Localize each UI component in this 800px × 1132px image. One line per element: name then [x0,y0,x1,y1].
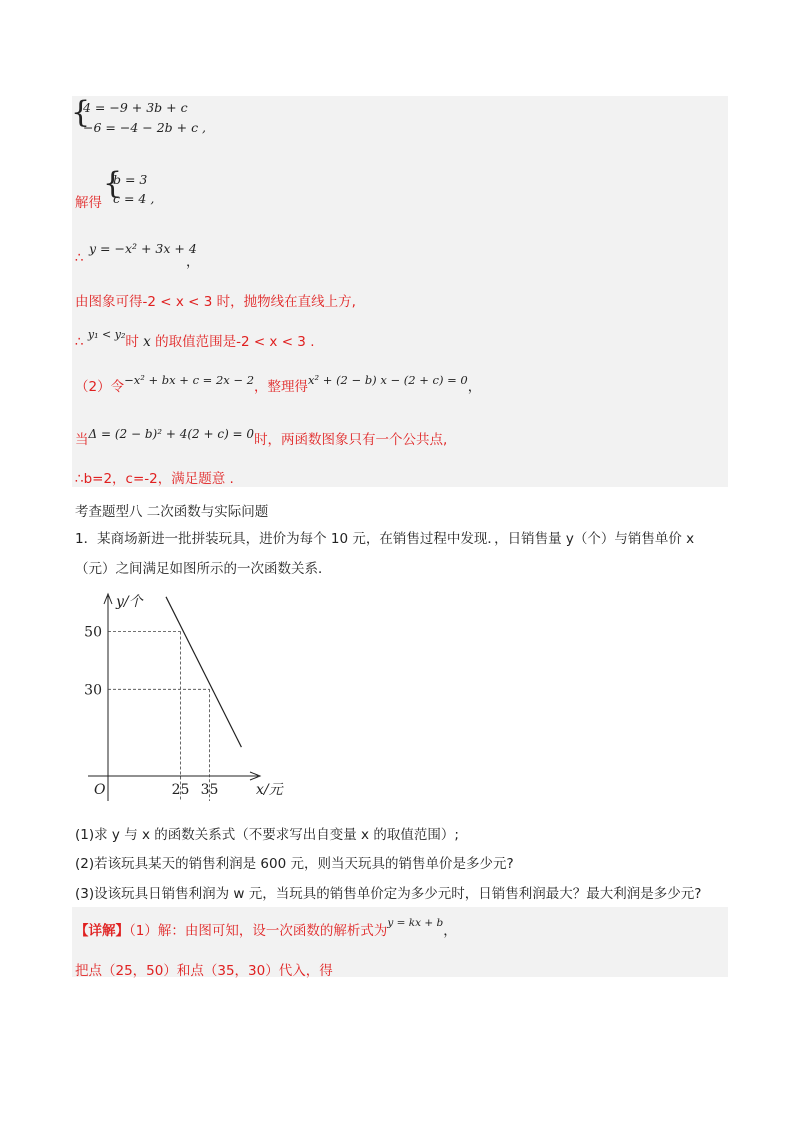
question-2: (2)若该玩具某天的销售利润是 600 元，则当天玩具的销售单价是多少元? [75,856,514,872]
text-segment: （1）解：由图可知，设一次函数的解析式为 [129,923,388,939]
math-inline: y = kx + b [387,917,444,929]
comma: ， [186,254,200,270]
text-segment: 当 [75,432,89,448]
text-segment: ，整理得 [254,379,309,395]
math-inline: y₁ < y₂ [87,328,126,341]
answer-tag: 【详解】 [75,923,129,939]
x-tick-label: 35 [200,782,219,798]
y-axis-label: y/个 [116,594,143,610]
equation-line: −6 = −4 − 2b + c , [83,120,207,135]
text-segment: 时，两函数图象只有一个公共点, [254,432,448,448]
y-tick-label: 30 [84,682,102,699]
therefore-symbol: ∴ [75,250,84,266]
math-inline: x² + (2 − b) x − (2 + c) = 0 [308,373,468,387]
origin-label: O [94,782,106,798]
math-inline: x [143,334,151,350]
function-line [166,597,241,747]
equation-line: c = 4 , [113,191,155,206]
brace: { [103,166,123,201]
x-tick-label: 25 [171,782,190,798]
section-title: 考查题型八 二次函数与实际问题 [75,504,269,520]
math-inline: −x² + bx + c = 2x − 2 [124,373,255,387]
text-line: ∴b=2，c=-2，满足题意 . [75,471,234,487]
question-3: (3)设该玩具日销售利润为 w 元，当玩具的销售单价定为多少元时，日销售利润最大？最大利润是多少元? [75,886,702,902]
math-inline: Δ = (2 − b)² + 4(2 + c) = 0 [88,427,255,441]
brace: { [71,95,91,130]
answer-line: 把点（25，50）和点（35，30）代入，得 [75,963,333,979]
text-segment: ∴ [75,334,88,350]
y-tick-label: 50 [84,624,102,641]
equation-line: 4 = −9 + 3b + c [83,100,188,115]
solve-label: 解得 [75,195,102,211]
text-line [75,330,314,350]
text-line [75,428,447,448]
text-line: 由图象可得-2 < x < 3 时，抛物线在直线上方, [75,294,356,310]
problem-text: 1．某商场新进一批拼装玩具，进价为每个 10 元，在销售过程中发现．，日销售量 y（个）与销售单价 x [75,531,695,547]
x-axis-label: x/元 [256,782,283,798]
text-segment: 时 [125,334,144,350]
answer-line [75,919,457,939]
function-equation: y = −x² + 3x + 4 [89,241,197,256]
problem-text: （元）之间满足如图所示的一次函数关系． [75,561,332,577]
equation-line: b = 3 [113,172,148,187]
text-line [75,375,481,395]
question-1: (1)求 y 与 x 的函数关系式（不要求写出自变量 x 的取值范围）; [75,827,459,843]
text-segment: 的取值范围是-2 < x < 3 . [150,334,315,350]
text-segment: ， [467,379,482,395]
linear-function-chart [84,586,288,811]
text-segment: （2）令 [75,379,125,395]
text-segment: ， [443,923,457,939]
